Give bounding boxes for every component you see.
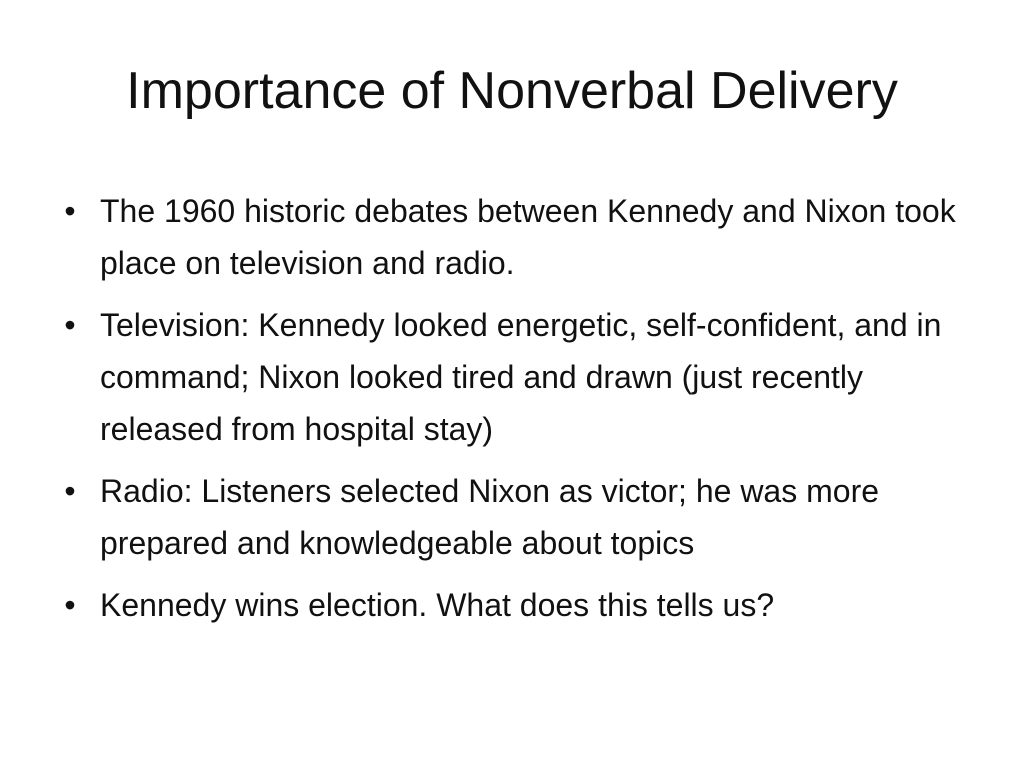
bullet-list [58, 185, 958, 641]
bullet-dot-icon: • [64, 307, 76, 343]
bullet-text: The 1960 historic debates between Kennedy and Nixon took place on television and radio. [100, 193, 956, 281]
bullet-text: Kennedy wins election. What does this tells us? [100, 587, 775, 623]
bullet-dot-icon: • [64, 193, 76, 229]
bullet-item [58, 185, 958, 289]
bullet-item [58, 465, 958, 569]
bullet-item [58, 299, 958, 455]
bullet-dot-icon: • [64, 473, 76, 509]
slide-title: Importance of Nonverbal Delivery [126, 62, 898, 120]
bullet-text: Television: Kennedy looked energetic, self-confident, and in command; Nixon looked tired and drawn (just recently released from hospital stay) [100, 307, 942, 447]
bullet-text: Radio: Listeners selected Nixon as victor; he was more prepared and knowledgeable about topics [100, 473, 880, 561]
bullet-dot-icon: • [64, 587, 76, 623]
bullet-item [58, 579, 958, 631]
